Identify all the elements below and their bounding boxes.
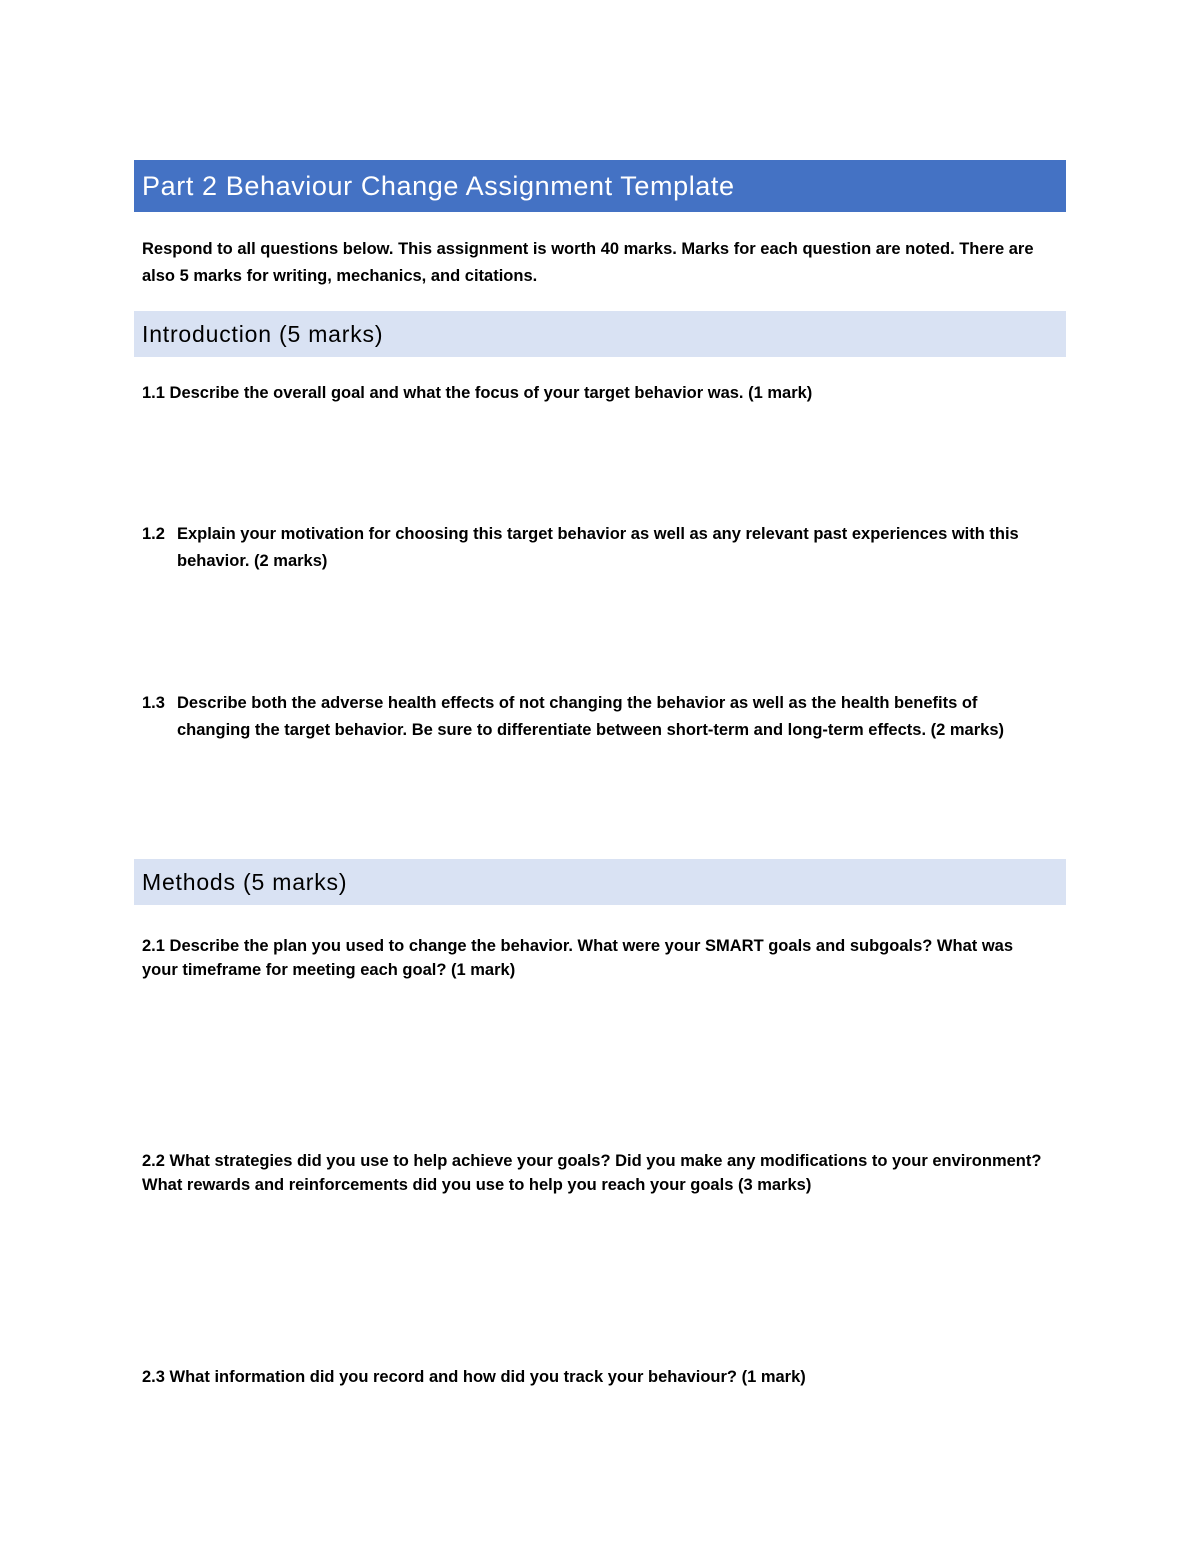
question-2-2 [142,1149,1057,1197]
question-number: 2.2 [142,1152,165,1170]
title-banner [134,160,1066,212]
question-number: 2.3 [142,1368,165,1386]
section-heading-label: Introduction (5 marks) [142,320,384,347]
question-number: 1.2 [142,525,165,543]
question-number: 1.3 [142,694,165,712]
section-heading-label: Methods (5 marks) [142,868,348,895]
question-text: Describe both the adverse health effects of not changing the behavior as well as the health benefits of changing the target behavior. Be sure to differentiate between short-term and long-term effects. (2 marks) [177,694,1004,739]
question-text: Describe the plan you used to change the behavior. What were your SMART goals and subgoals? What was your timeframe for meeting each goal? (1 mark) [142,937,1014,979]
question-number: 2.1 [142,937,165,955]
question-2-3 [142,1365,1062,1389]
question-text: Explain your motivation for choosing this target behavior as well as any relevant past experiences with this behavior. (2 marks) [177,525,1019,570]
question-1-3 [142,690,1037,744]
question-text: Describe the overall goal and what the focus of your target behavior was. (1 mark) [169,384,813,402]
document-title: Part 2 Behaviour Change Assignment Template [142,170,735,201]
question-text: What strategies did you use to help achieve your goals? Did you make any modifications to your environment? What rewards and reinforcements did you use to help you reach your goals (3 marks) [142,1152,1042,1194]
question-1-1 [142,381,1062,405]
question-text: What information did you record and how did you track your behaviour? (1 mark) [169,1368,806,1386]
section-heading-methods [134,859,1066,905]
section-heading-introduction [134,311,1066,357]
question-1-2 [142,521,1042,575]
question-2-1 [142,934,1037,982]
question-number: 1.1 [142,384,165,402]
instructions-text: Respond to all questions below. This assignment is worth 40 marks. Marks for each question are noted. There are also 5 marks for writing, mechanics, and citations. [142,240,1034,285]
